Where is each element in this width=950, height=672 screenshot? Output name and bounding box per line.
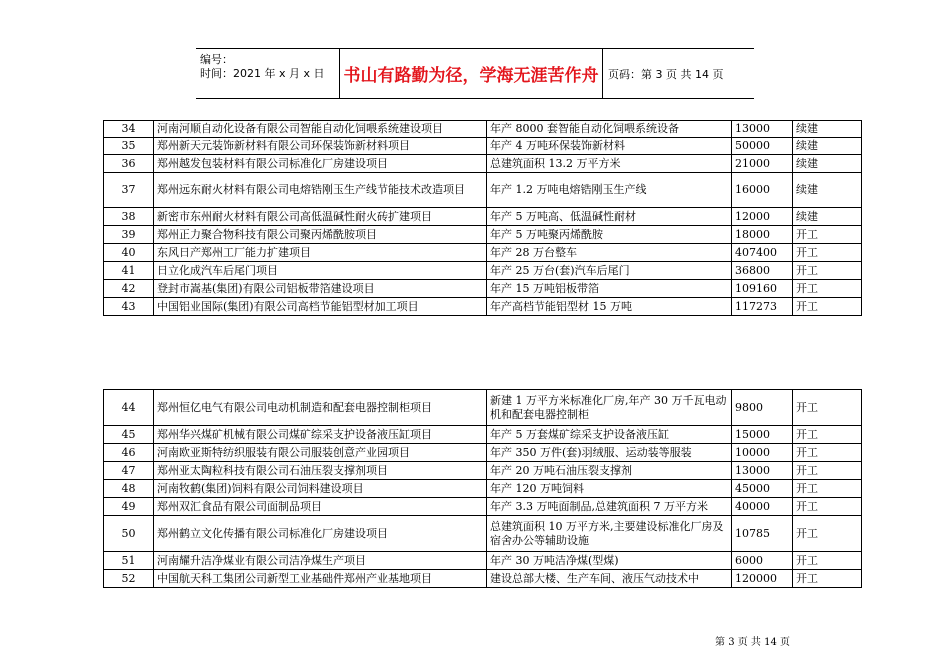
cell-project: 郑州鹤立文化传播有限公司标准化厂房建设项目	[154, 516, 487, 552]
cell-project: 河南河顺自动化设备有限公司智能自动化饲喂系统建设项目	[154, 121, 487, 138]
cell-invest: 15000	[732, 426, 793, 444]
cell-no: 45	[104, 426, 154, 444]
cell-project: 郑州正力聚合物科技有限公司聚丙烯酰胺项目	[154, 226, 487, 244]
table-row	[104, 498, 862, 516]
cell-invest: 36800	[732, 262, 793, 280]
cell-status: 开工	[793, 516, 862, 552]
cell-status: 续建	[793, 173, 862, 208]
table-row	[104, 155, 862, 173]
cell-project: 中国航天科工集团公司新型工业基础件郑州产业基地项目	[154, 570, 487, 588]
cell-no: 42	[104, 280, 154, 298]
cell-content: 年产高档节能铝型材 15 万吨	[487, 298, 732, 316]
cell-status: 开工	[793, 462, 862, 480]
cell-invest: 120000	[732, 570, 793, 588]
cell-no: 50	[104, 516, 154, 552]
cell-status: 开工	[793, 444, 862, 462]
cell-invest: 109160	[732, 280, 793, 298]
cell-invest: 40000	[732, 498, 793, 516]
table-row	[104, 462, 862, 480]
cell-no: 37	[104, 173, 154, 208]
cell-status: 开工	[793, 498, 862, 516]
cell-content: 年产 350 万件(套)羽绒服、运动装等服装	[487, 444, 732, 462]
header-page-number: 页码：第 3 页 共 14 页	[608, 67, 724, 81]
cell-no: 40	[104, 244, 154, 262]
cell-project: 新密市东州耐火材料有限公司高低温碱性耐火砖扩建项目	[154, 208, 487, 226]
cell-status: 开工	[793, 480, 862, 498]
header-info	[196, 49, 340, 98]
cell-content: 新建 1 万平方米标准化厂房,年产 30 万千瓦电动机和配套电器控制柜	[487, 390, 732, 426]
cell-content: 总建筑面积 10 万平方米,主要建设标准化厂房及宿舍办公等辅助设施	[487, 516, 732, 552]
cell-no: 35	[104, 138, 154, 155]
page-footer: 第 3 页 共 14 页	[715, 637, 790, 648]
page-header	[196, 48, 754, 99]
cell-no: 43	[104, 298, 154, 316]
cell-project: 日立化成汽车后尾门项目	[154, 262, 487, 280]
cell-content: 年产 3.3 万吨面制品,总建筑面积 7 万平方米	[487, 498, 732, 516]
cell-invest: 13000	[732, 462, 793, 480]
table-row	[104, 226, 862, 244]
cell-project: 郑州双汇食品有限公司面制品项目	[154, 498, 487, 516]
cell-status: 开工	[793, 390, 862, 426]
table-row	[104, 480, 862, 498]
cell-status: 开工	[793, 226, 862, 244]
project-table-1	[103, 120, 862, 316]
cell-content: 年产 25 万台(套)汽车后尾门	[487, 262, 732, 280]
header-motto: 书山有路勤为径，学海无涯苦作舟	[340, 49, 603, 98]
cell-project: 中国铝业国际(集团)有限公司高档节能铝型材加工项目	[154, 298, 487, 316]
cell-no: 34	[104, 121, 154, 138]
cell-content: 总建筑面积 13.2 万平方米	[487, 155, 732, 173]
cell-invest: 9800	[732, 390, 793, 426]
cell-project: 东风日产郑州工厂能力扩建项目	[154, 244, 487, 262]
cell-invest: 16000	[732, 173, 793, 208]
cell-no: 51	[104, 552, 154, 570]
cell-invest: 407400	[732, 244, 793, 262]
cell-status: 续建	[793, 138, 862, 155]
cell-project: 河南耀升洁净煤业有限公司洁净煤生产项目	[154, 552, 487, 570]
time-label: 时间：2021 年 x 月 x 日	[200, 67, 325, 80]
cell-no: 38	[104, 208, 154, 226]
table-row	[104, 138, 862, 155]
table-row	[104, 244, 862, 262]
cell-project: 郑州华兴煤矿机械有限公司煤矿综采支护设备液压缸项目	[154, 426, 487, 444]
cell-invest: 6000	[732, 552, 793, 570]
table-row	[104, 570, 862, 588]
cell-status: 开工	[793, 244, 862, 262]
cell-content: 年产 5 万套煤矿综采支护设备液压缸	[487, 426, 732, 444]
cell-project: 郑州越发包装材料有限公司标准化厂房建设项目	[154, 155, 487, 173]
cell-content: 年产 4 万吨环保装饰新材料	[487, 138, 732, 155]
table-row	[104, 262, 862, 280]
cell-invest: 50000	[732, 138, 793, 155]
cell-content: 年产 28 万台整车	[487, 244, 732, 262]
cell-status: 开工	[793, 570, 862, 588]
cell-status: 续建	[793, 208, 862, 226]
cell-invest: 117273	[732, 298, 793, 316]
table-row	[104, 516, 862, 552]
cell-status: 开工	[793, 298, 862, 316]
cell-content: 年产 20 万吨石油压裂支撑剂	[487, 462, 732, 480]
cell-invest: 21000	[732, 155, 793, 173]
cell-no: 36	[104, 155, 154, 173]
cell-invest: 10000	[732, 444, 793, 462]
table-row	[104, 444, 862, 462]
cell-content: 年产 5 万吨高、低温碱性耐材	[487, 208, 732, 226]
cell-content: 年产 30 万吨洁净煤(型煤)	[487, 552, 732, 570]
table-row	[104, 390, 862, 426]
cell-content: 年产 1.2 万吨电熔锆刚玉生产线	[487, 173, 732, 208]
table-row	[104, 280, 862, 298]
cell-project: 河南欧亚斯特纺织服装有限公司服装创意产业园项目	[154, 444, 487, 462]
cell-project: 郑州远东耐火材料有限公司电熔锆刚玉生产线节能技术改造项目	[154, 173, 487, 208]
table-row	[104, 552, 862, 570]
table-row	[104, 298, 862, 316]
cell-no: 49	[104, 498, 154, 516]
cell-invest: 18000	[732, 226, 793, 244]
cell-project: 登封市嵩基(集团)有限公司铝板带箔建设项目	[154, 280, 487, 298]
table-row	[104, 173, 862, 208]
cell-no: 52	[104, 570, 154, 588]
table-row	[104, 426, 862, 444]
cell-no: 48	[104, 480, 154, 498]
cell-status: 开工	[793, 426, 862, 444]
cell-invest: 45000	[732, 480, 793, 498]
table-row	[104, 208, 862, 226]
cell-status: 续建	[793, 121, 862, 138]
cell-no: 39	[104, 226, 154, 244]
cell-invest: 12000	[732, 208, 793, 226]
cell-no: 44	[104, 390, 154, 426]
cell-content: 建设总部大楼、生产车间、液压气动技术中	[487, 570, 732, 588]
cell-status: 开工	[793, 262, 862, 280]
cell-content: 年产 15 万吨铝板带箔	[487, 280, 732, 298]
cell-content: 年产 120 万吨饲料	[487, 480, 732, 498]
table-row	[104, 121, 862, 138]
project-table-2	[103, 389, 862, 588]
cell-project: 郑州恒亿电气有限公司电动机制造和配套电器控制柜项目	[154, 390, 487, 426]
cell-no: 41	[104, 262, 154, 280]
cell-content: 年产 5 万吨聚丙烯酰胺	[487, 226, 732, 244]
cell-project: 郑州亚太陶粒科技有限公司石油压裂支撑剂项目	[154, 462, 487, 480]
cell-invest: 10785	[732, 516, 793, 552]
cell-content: 年产 8000 套智能自动化饲喂系统设备	[487, 121, 732, 138]
cell-project: 河南牧鹤(集团)饲料有限公司饲料建设项目	[154, 480, 487, 498]
cell-invest: 13000	[732, 121, 793, 138]
cell-no: 47	[104, 462, 154, 480]
cell-status: 开工	[793, 552, 862, 570]
cell-no: 46	[104, 444, 154, 462]
cell-status: 续建	[793, 155, 862, 173]
cell-status: 开工	[793, 280, 862, 298]
code-label: 编号：	[200, 53, 233, 66]
cell-project: 郑州新天元装饰新材料有限公司环保装饰新材料项目	[154, 138, 487, 155]
